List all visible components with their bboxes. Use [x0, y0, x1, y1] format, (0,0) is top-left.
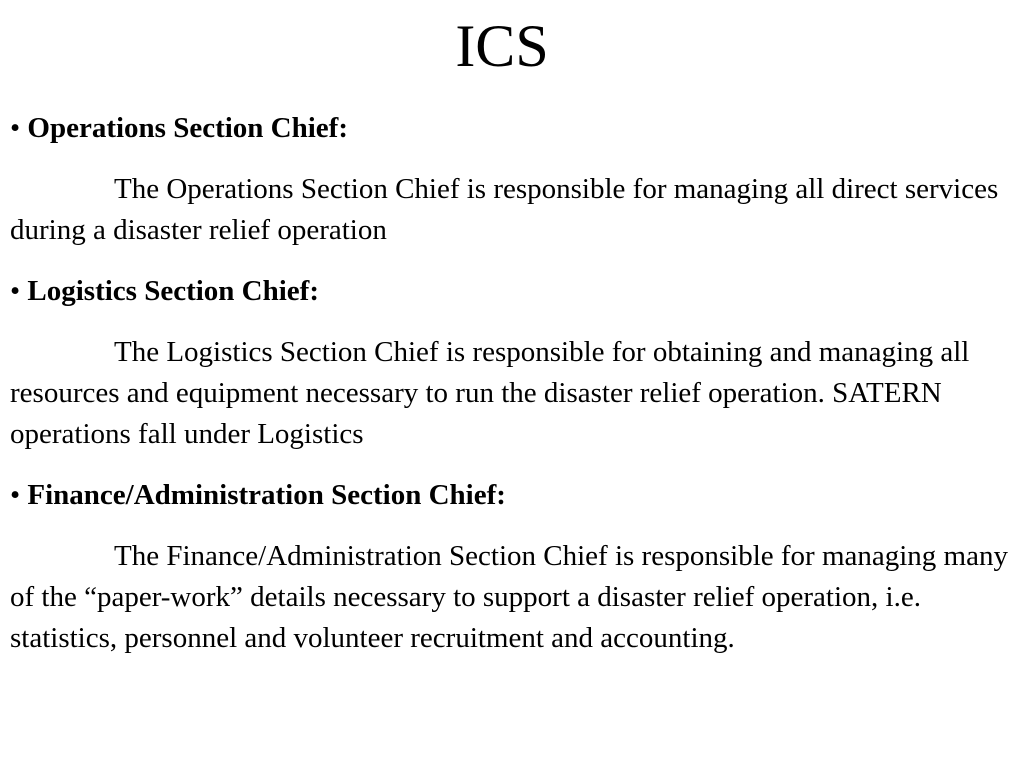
section-heading-logistics [10, 271, 1018, 312]
section-heading-label: Finance/Administration Section Chief: [27, 479, 506, 511]
section-description-operations: The Operations Section Chief is responsible for managing all direct services during a disaster relief operation [10, 173, 999, 246]
section-heading-finance [10, 475, 1018, 516]
bullet-icon: • [10, 275, 21, 307]
section-description-logistics: The Logistics Section Chief is responsible for obtaining and managing all resources and equipment necessary to run the disaster relief operation. SATERN operations fall under Logistics [10, 336, 970, 450]
bullet-icon: • [10, 112, 21, 144]
section-heading-label: Operations Section Chief: [27, 112, 348, 144]
bullet-icon: • [10, 479, 21, 511]
section-description-finance: The Finance/Administration Section Chief is responsible for managing many of the “paper-work” details necessary to support a disaster relief operation, i.e. statistics, personnel and volunteer recruitment and accounting. [10, 540, 1008, 654]
slide-content [10, 108, 1018, 679]
slide-title: ICS [455, 13, 549, 79]
section-heading-operations [10, 108, 1018, 149]
section-heading-label: Logistics Section Chief: [27, 275, 319, 307]
